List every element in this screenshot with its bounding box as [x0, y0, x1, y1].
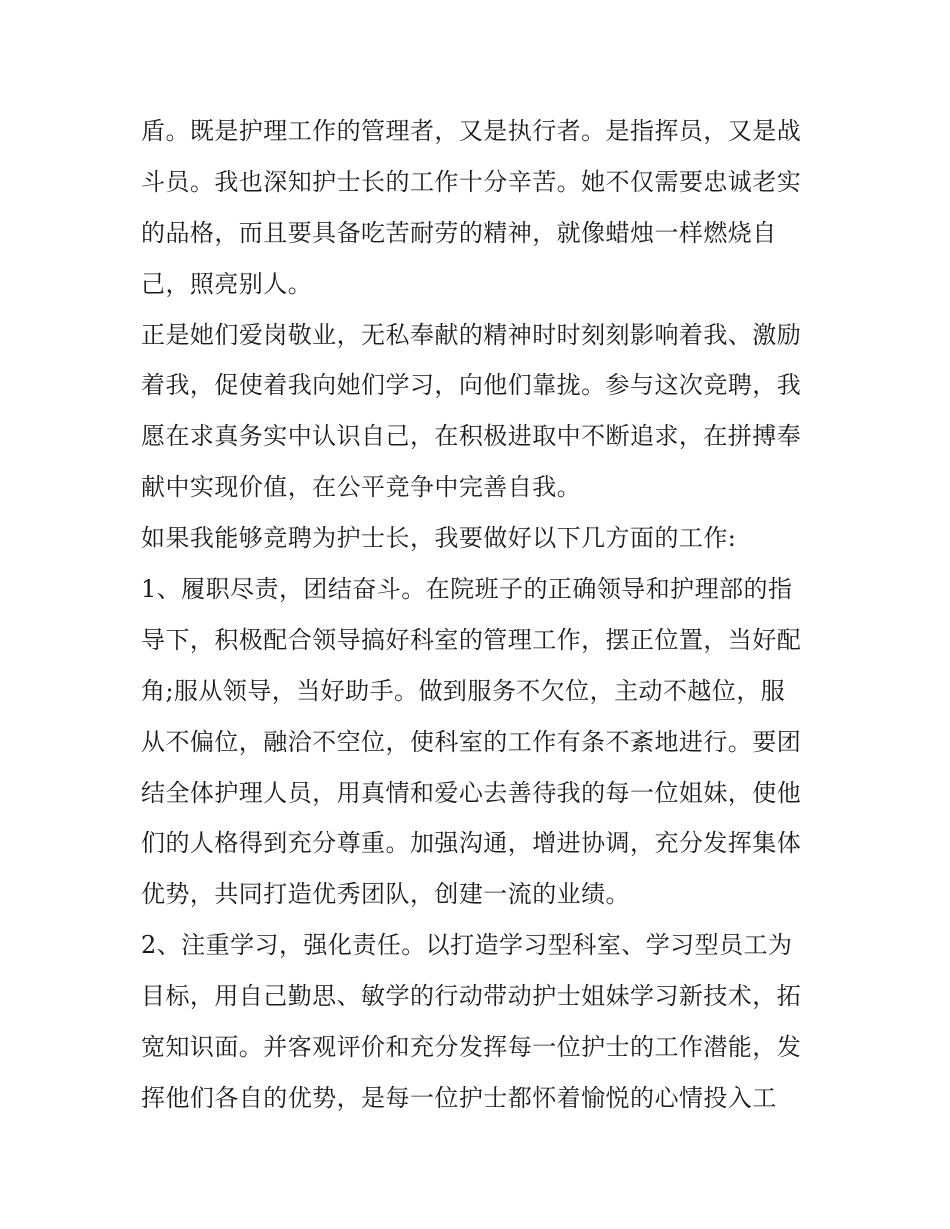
text-line: 愿在求真务实中认识自己，在积极进取中不断追求，在拼搏奉 [141, 422, 802, 451]
text-line: 的品格，而且要具备吃苦耐劳的精神，就像蜡烛一样燃烧自 [141, 218, 777, 247]
text-line: 角;服从领导，当好助手。做到服务不欠位，主动不越位，服 [141, 676, 786, 705]
text-line: 结全体护理人员，用真情和爱心去善待我的每一位姐妹，使他 [141, 778, 802, 807]
text-line: 己，照亮别人。 [141, 269, 313, 298]
text-line: 挥他们各自的优势，是每一位护士都怀着愉悦的心情投入工 [141, 1083, 777, 1112]
text-line: 盾。既是护理工作的管理者，又是执行者。是指挥员，又是战 [141, 117, 802, 145]
text-line: 献中实现价值，在公平竞争中完善自我。 [141, 473, 582, 502]
text-line: 斗员。我也深知护士长的工作十分辛苦。她不仅需要忠诚老实 [141, 167, 802, 196]
body-text [141, 106, 831, 1124]
text-line: 1、履职尽责，团结奋斗。在院班子的正确领导和护理部的指 [141, 575, 793, 604]
text-line: 们的人格得到充分尊重。加强沟通，增进协调，充分发挥集体 [141, 829, 802, 858]
text-line: 优势，共同打造优秀团队，创建一流的业绩。 [141, 880, 630, 909]
text-line: 目标，用自己勤思、敏学的行动带动护士姐妹学习新技术，拓 [141, 982, 802, 1011]
text-line: 导下，积极配合领导搞好科室的管理工作，摆正位置，当好配 [141, 625, 802, 654]
text-line: 正是她们爱岗敬业，无私奉献的精神时时刻刻影响着我、激励 [141, 320, 802, 349]
text-line: 如果我能够竞聘为护士长，我要做好以下几方面的工作: [141, 524, 737, 553]
text-line: 着我，促使着我向她们学习，向他们靠拢。参与这次竞聘，我 [141, 371, 802, 400]
text-line: 2、注重学习，强化责任。以打造学习型科室、学习型员工为 [141, 931, 793, 960]
text-line: 从不偏位，融洽不空位，使科室的工作有条不紊地进行。要团 [141, 727, 802, 756]
text-line: 宽知识面。并客观评价和充分发挥每一位护士的工作潜能，发 [141, 1033, 802, 1062]
